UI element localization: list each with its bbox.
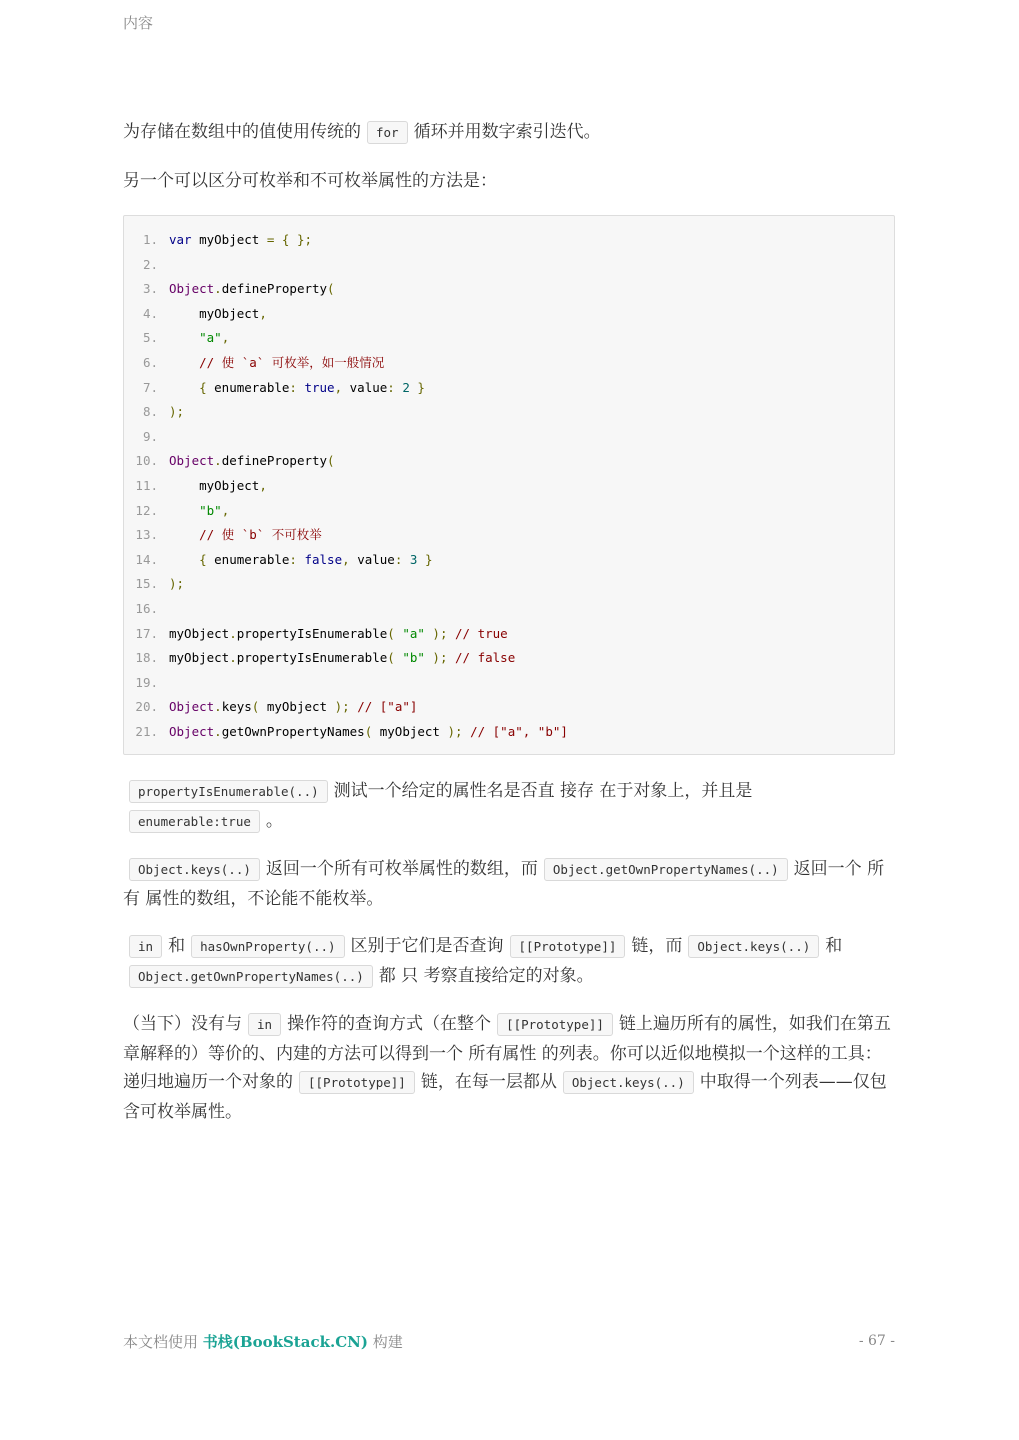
code-line bbox=[124, 622, 894, 647]
line-number: 17. bbox=[135, 625, 158, 641]
line-number: 13. bbox=[135, 527, 158, 543]
code-token: // true bbox=[455, 625, 508, 641]
code-token: 3 bbox=[409, 551, 418, 567]
paragraph-text: 和 bbox=[825, 936, 843, 957]
code-token: value bbox=[349, 379, 388, 395]
paragraph-text: 链，而 bbox=[631, 936, 683, 957]
intro-text: 为存储在数组中的值使用传统的 bbox=[123, 122, 361, 142]
code-token: , bbox=[342, 551, 358, 567]
code-token: . bbox=[214, 723, 222, 739]
code-line bbox=[124, 720, 894, 745]
code-token: { bbox=[169, 379, 215, 395]
paragraph-text: 测试一个给定的属性名是否直 接存 在于对象上，并且是 bbox=[333, 781, 753, 802]
code-line bbox=[124, 671, 894, 696]
code-token: var bbox=[169, 232, 192, 247]
code-token: . bbox=[229, 625, 237, 641]
intro-paragraph-1 bbox=[123, 118, 895, 148]
code-line bbox=[124, 523, 894, 548]
code-line bbox=[124, 646, 894, 671]
code-token: ); bbox=[424, 625, 456, 641]
footer-prefix: 本文档使用 bbox=[123, 1333, 199, 1351]
code-token: , bbox=[259, 477, 267, 493]
code-token: keys bbox=[221, 699, 252, 715]
line-number: 19. bbox=[135, 674, 158, 690]
code-token: ( bbox=[251, 699, 267, 715]
code-token: } bbox=[409, 379, 425, 395]
code-token: , bbox=[259, 305, 267, 321]
inline-code: [[Prototype]] bbox=[497, 1013, 613, 1036]
inline-code: Object.getOwnPropertyNames(..) bbox=[129, 965, 373, 988]
page-number: - 67 - bbox=[858, 1333, 895, 1349]
line-number: 3. bbox=[142, 281, 158, 297]
code-token: defineProperty bbox=[221, 453, 328, 469]
code-token: ); bbox=[327, 699, 358, 715]
code-token: true bbox=[304, 379, 335, 395]
code-line bbox=[124, 597, 894, 622]
code-token: "b" bbox=[402, 650, 425, 666]
line-number: 8. bbox=[142, 404, 158, 420]
code-token: // 使 `a` 可枚举，如一般情况 bbox=[169, 354, 385, 370]
code-token: // ["a", "b"] bbox=[470, 723, 568, 739]
code-token: ); bbox=[439, 723, 471, 739]
code-token: myObject bbox=[169, 650, 230, 666]
code-token: propertyIsEnumerable bbox=[236, 625, 388, 641]
code-token: enumerable bbox=[214, 551, 290, 567]
inline-code: enumerable:true bbox=[129, 810, 260, 833]
paragraph-text: 链，在每一层都从 bbox=[420, 1072, 557, 1093]
code-token: // 使 `b` 不可枚举 bbox=[169, 527, 322, 543]
code-token: "a" bbox=[402, 625, 425, 641]
code-token: ); bbox=[169, 576, 185, 592]
line-number: 15. bbox=[135, 576, 158, 592]
inline-code: in bbox=[248, 1013, 281, 1036]
code-token: ( bbox=[387, 650, 403, 666]
line-number: 7. bbox=[142, 379, 158, 395]
inline-code: Object.keys(..) bbox=[563, 1071, 694, 1094]
page-header-title: 内容 bbox=[123, 14, 154, 32]
inline-code: Object.getOwnPropertyNames(..) bbox=[544, 858, 788, 881]
line-number: 4. bbox=[142, 305, 158, 321]
code-token: = { }; bbox=[266, 232, 312, 247]
code-line bbox=[124, 326, 894, 351]
line-number: 6. bbox=[142, 354, 158, 370]
code-line bbox=[124, 351, 894, 376]
intro-text: 循环并用数字索引迭代。 bbox=[413, 122, 601, 142]
code-line bbox=[124, 425, 894, 450]
code-token: : bbox=[289, 551, 305, 567]
inline-code: [[Prototype]] bbox=[299, 1071, 415, 1094]
paragraph-text: 区别于它们是否查询 bbox=[350, 936, 504, 957]
code-token: // ["a"] bbox=[357, 699, 418, 715]
line-number: 12. bbox=[135, 502, 158, 518]
code-line bbox=[124, 695, 894, 720]
code-token: : bbox=[289, 379, 305, 395]
explanation-paragraphs bbox=[123, 777, 895, 1126]
code-line bbox=[124, 302, 894, 327]
paragraph-text: （当下）没有与 bbox=[123, 1014, 242, 1035]
code-block bbox=[123, 215, 895, 755]
code-token: false bbox=[304, 551, 343, 567]
code-token: enumerable bbox=[214, 379, 290, 395]
code-token: myObject bbox=[169, 625, 230, 641]
code-line bbox=[124, 499, 894, 524]
inline-code: Object.keys(..) bbox=[688, 935, 819, 958]
paragraph-text: 返回一个 所有 属性的数组，不论能不能枚举。 bbox=[123, 859, 885, 909]
code-token: // false bbox=[455, 650, 516, 666]
code-line bbox=[124, 572, 894, 597]
paragraph-text: 。 bbox=[265, 810, 283, 831]
code-token: value bbox=[357, 551, 395, 567]
line-number: 18. bbox=[135, 650, 158, 666]
code-token: ( bbox=[387, 625, 403, 641]
code-line bbox=[124, 228, 894, 253]
inline-code: in bbox=[129, 935, 162, 958]
code-token: defineProperty bbox=[221, 281, 328, 297]
code-token: ); bbox=[424, 650, 456, 666]
inline-code: propertyIsEnumerable(..) bbox=[129, 780, 328, 803]
code-token: propertyIsEnumerable bbox=[236, 650, 388, 666]
line-number: 11. bbox=[135, 477, 158, 493]
code-line bbox=[124, 376, 894, 401]
code-token: myObject bbox=[191, 232, 267, 247]
line-number: 21. bbox=[135, 723, 158, 739]
explanation-paragraph bbox=[123, 855, 895, 913]
code-token: { bbox=[169, 551, 215, 567]
document-body bbox=[123, 118, 895, 1145]
code-token: ( bbox=[327, 281, 335, 297]
code-token: , bbox=[221, 330, 230, 346]
inline-code: [[Prototype]] bbox=[510, 935, 626, 958]
code-token: ); bbox=[169, 404, 185, 420]
line-number: 2. bbox=[142, 256, 158, 272]
code-token: "b" bbox=[169, 502, 222, 518]
line-number: 16. bbox=[135, 600, 158, 616]
paragraph-text: 返回一个所有可枚举属性的数组，而 bbox=[265, 859, 538, 880]
code-token: myObject bbox=[169, 477, 260, 493]
code-line bbox=[124, 548, 894, 573]
code-token: Object bbox=[169, 699, 215, 715]
explanation-paragraph bbox=[123, 1010, 895, 1126]
code-token: . bbox=[214, 453, 222, 469]
line-number: 20. bbox=[135, 699, 158, 715]
code-line bbox=[124, 277, 894, 302]
code-token: } bbox=[417, 551, 433, 567]
code-line bbox=[124, 400, 894, 425]
line-number: 9. bbox=[142, 428, 158, 444]
inline-code: for bbox=[367, 121, 408, 144]
inline-code: Object.keys(..) bbox=[129, 858, 260, 881]
code-token: : bbox=[394, 551, 410, 567]
code-token: ( bbox=[327, 453, 335, 469]
line-number: 10. bbox=[135, 453, 158, 469]
footer-suffix: 构建 bbox=[372, 1333, 403, 1351]
code-token: "a" bbox=[169, 330, 222, 346]
code-line bbox=[124, 449, 894, 474]
code-token: myObject bbox=[266, 699, 328, 715]
paragraph-text: 中取得一个列表——仅包含可枚举属性。 bbox=[123, 1072, 887, 1122]
explanation-paragraph bbox=[123, 932, 895, 991]
paragraph-text: 和 bbox=[168, 936, 186, 957]
bookstack-link[interactable]: 书栈(BookStack.CN) bbox=[202, 1333, 368, 1351]
paragraph-text: 操作符的查询方式（在整个 bbox=[287, 1014, 492, 1035]
paragraph-text: 都 只 考察直接给定的对象。 bbox=[378, 965, 594, 986]
explanation-paragraph bbox=[123, 777, 895, 836]
code-token: myObject bbox=[169, 305, 260, 321]
inline-code: hasOwnProperty(..) bbox=[191, 935, 344, 958]
intro-paragraph-2: 另一个可以区分可枚举和不可枚举属性的方法是： bbox=[123, 170, 497, 191]
code-token: getOwnPropertyNames bbox=[221, 723, 365, 739]
code-token: Object bbox=[169, 723, 215, 739]
paragraph-text: 链上遍历所有的属性，如我们在第五章解释的）等价的、内建的方法可以得到一个 所有属性 的列表。你可以近似地模拟一个这样的工具：递归地遍历一个对象的 bbox=[123, 1014, 891, 1093]
code-token: , bbox=[221, 502, 230, 518]
code-token: . bbox=[229, 650, 237, 666]
code-token: Object bbox=[169, 281, 215, 297]
code-token: : bbox=[387, 379, 403, 395]
code-token: 2 bbox=[402, 379, 410, 395]
code-token: . bbox=[214, 281, 222, 297]
code-token: ( bbox=[364, 723, 380, 739]
code-token: Object bbox=[169, 453, 215, 469]
code-token: myObject bbox=[379, 723, 440, 739]
code-line bbox=[124, 474, 894, 499]
code-token: , bbox=[334, 379, 350, 395]
footer-credit bbox=[123, 1331, 403, 1352]
line-number: 1. bbox=[142, 232, 158, 247]
code-line bbox=[124, 253, 894, 278]
line-number: 5. bbox=[142, 330, 158, 346]
code-token: . bbox=[214, 699, 222, 715]
line-number: 14. bbox=[135, 551, 158, 567]
